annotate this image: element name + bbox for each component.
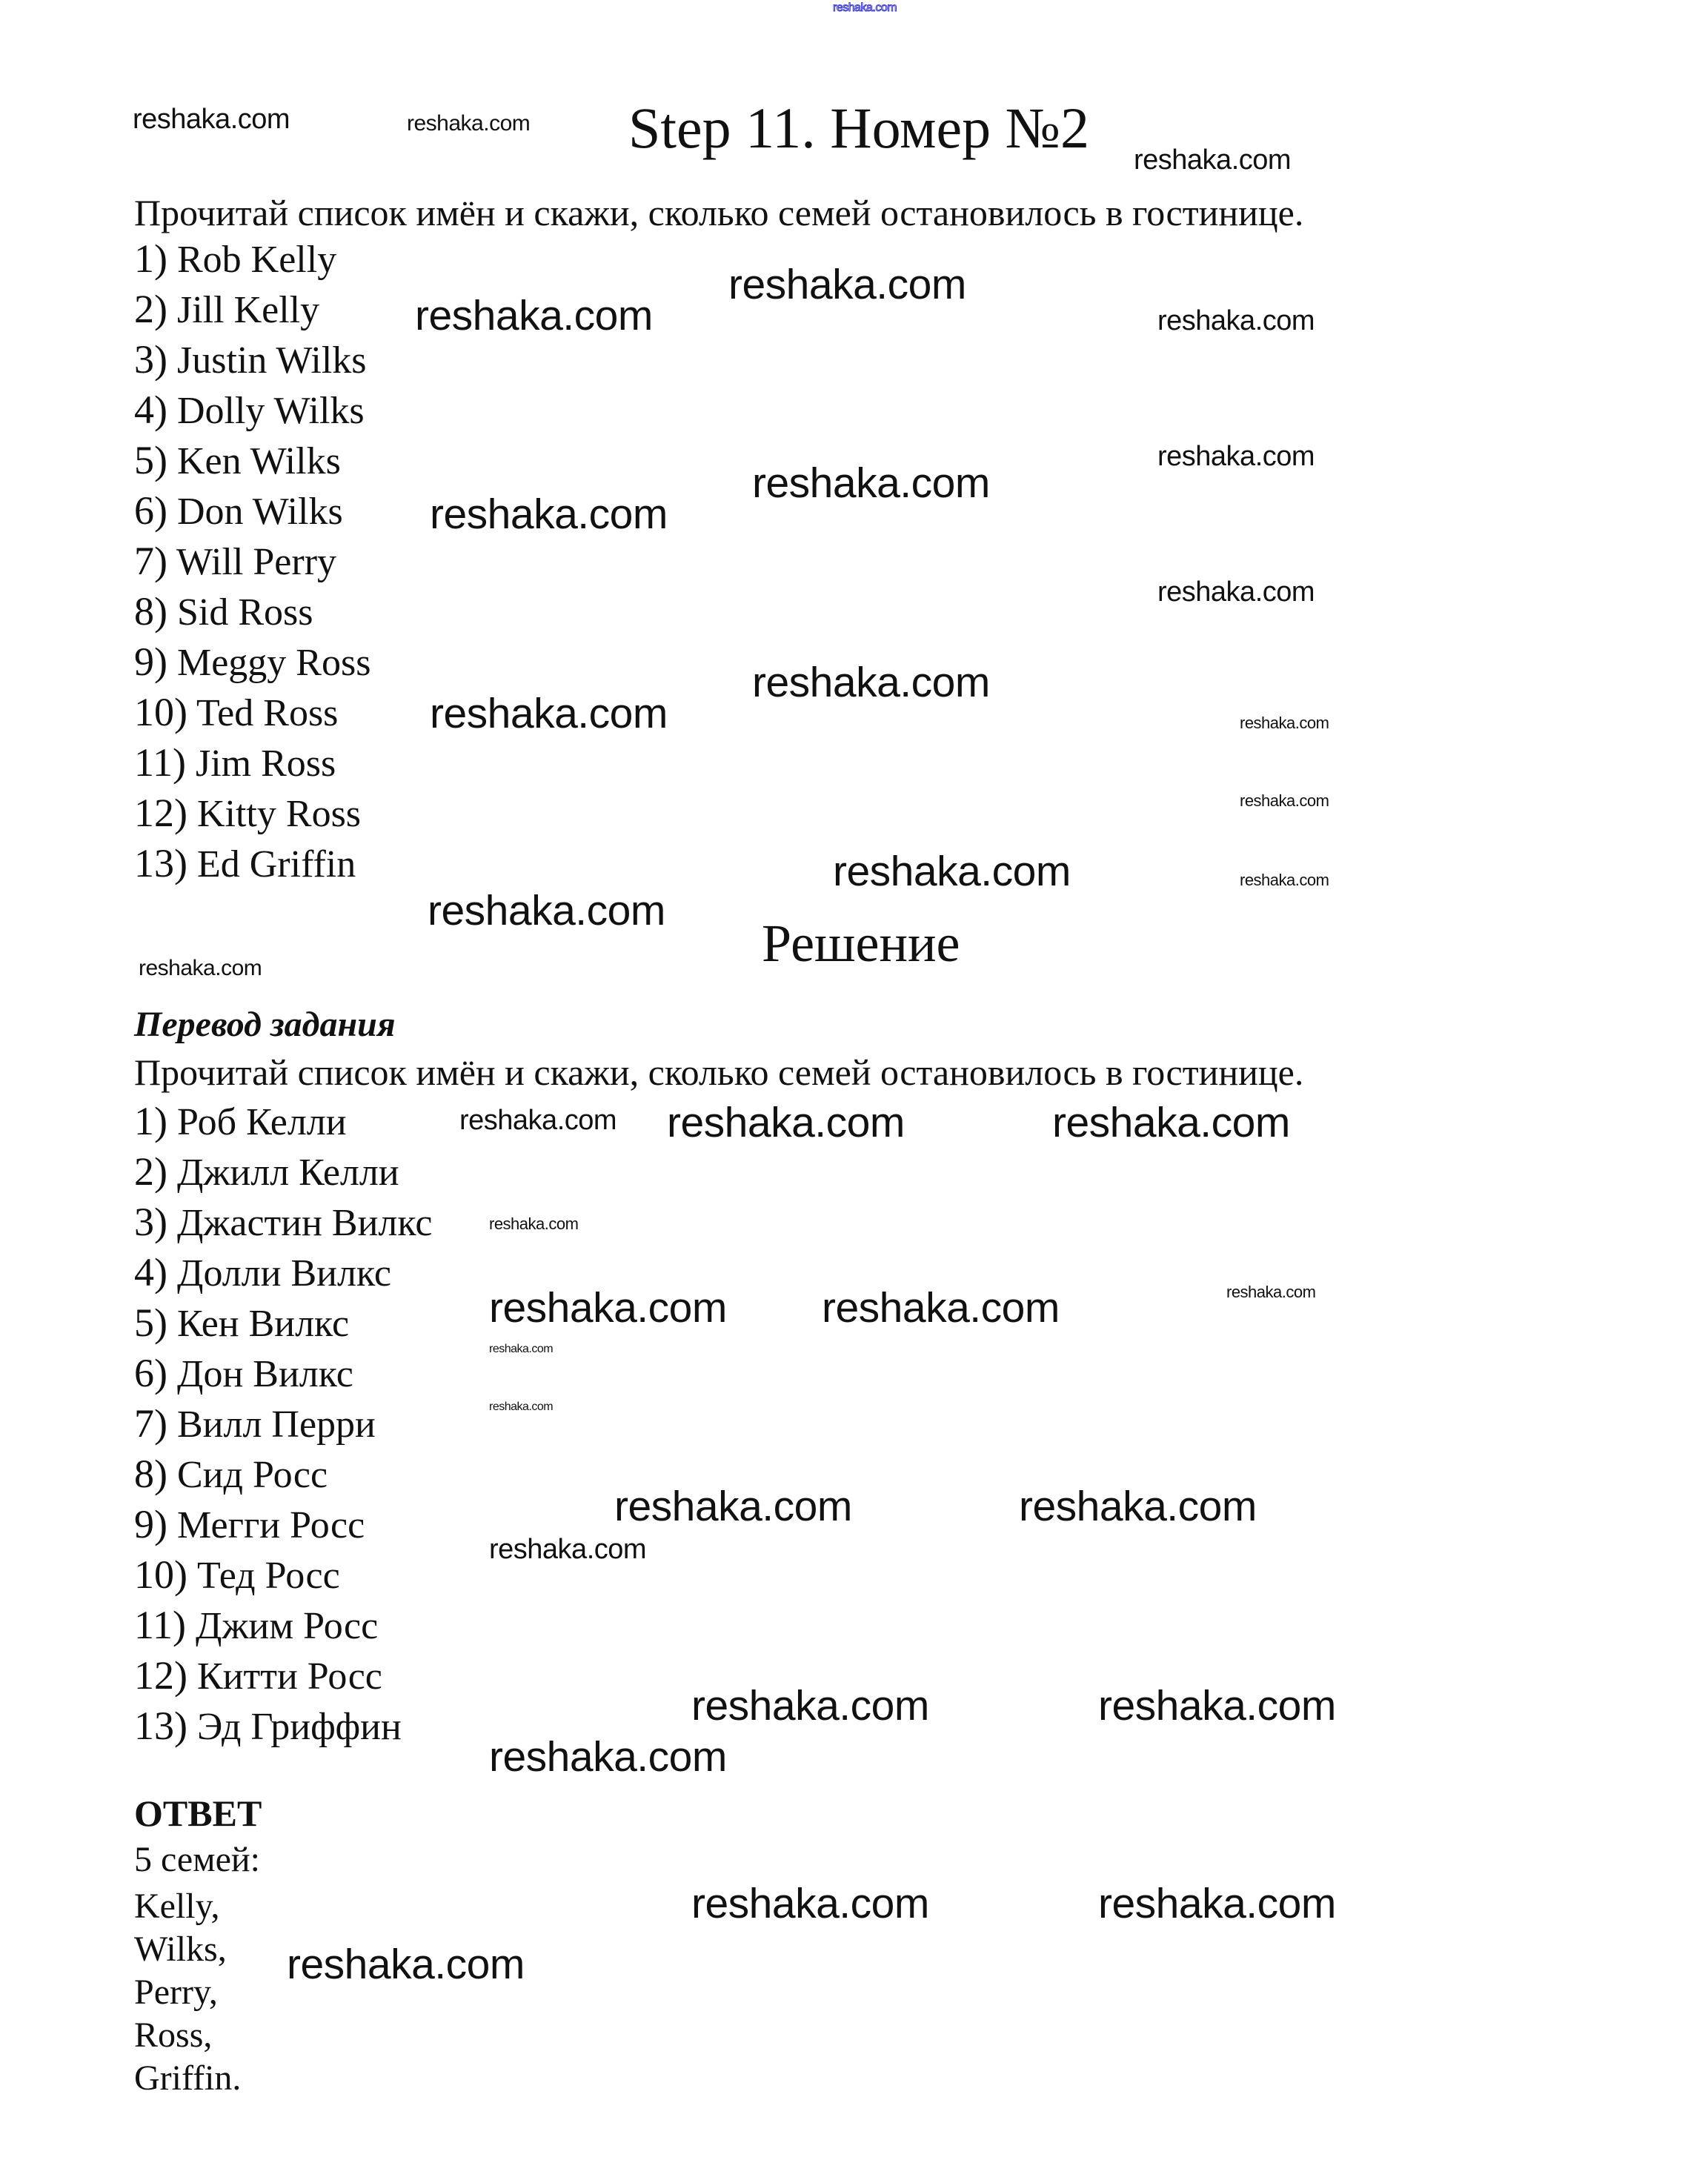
watermark-text: reshaka.com xyxy=(489,1343,554,1355)
item-name: Ken Wilks xyxy=(176,440,341,482)
watermark-text: reshaka.com xyxy=(1240,791,1329,810)
item-name: Jim Ross xyxy=(195,742,336,785)
answer-line: Wilks, xyxy=(134,1930,227,1969)
list-item xyxy=(134,588,313,634)
item-name: Sid Ross xyxy=(176,591,313,634)
watermark-text: reshaka.com xyxy=(430,491,668,538)
item-number: 10) xyxy=(134,1552,187,1597)
item-number: 8) xyxy=(134,1452,167,1496)
watermark-text: reshaka.com xyxy=(1134,144,1292,176)
item-name: Дон Вилкс xyxy=(176,1353,353,1395)
watermark-text: reshaka.com xyxy=(1240,871,1329,889)
watermark-text: reshaka.com xyxy=(139,956,262,980)
item-name: Роб Келли xyxy=(176,1101,347,1143)
item-name: Justin Wilks xyxy=(176,339,367,382)
watermark-text: reshaka.com xyxy=(1019,1483,1257,1530)
answer-line: Kelly, xyxy=(134,1887,220,1926)
watermark-text: reshaka.com xyxy=(614,1483,852,1530)
list-item xyxy=(134,1350,353,1396)
answer-line: Ross, xyxy=(134,2015,213,2055)
item-number: 6) xyxy=(134,488,167,533)
item-name: Will Perry xyxy=(176,541,337,583)
item-name: Ted Ross xyxy=(196,692,339,734)
watermark-text: reshaka.com xyxy=(822,1284,1060,1332)
watermark-text: reshaka.com xyxy=(489,1400,554,1413)
list-item xyxy=(134,1098,347,1144)
item-number: 6) xyxy=(134,1351,167,1395)
watermark-text: reshaka.com xyxy=(1226,1283,1316,1301)
watermark-text: reshaka.com xyxy=(833,1,897,14)
item-number: 12) xyxy=(134,791,187,835)
answer-heading: ОТВЕТ xyxy=(134,1792,262,1834)
item-number: 7) xyxy=(134,539,167,583)
list-item xyxy=(134,1400,376,1446)
watermark-text: reshaka.com xyxy=(133,104,290,135)
item-name: Джастин Вилкс xyxy=(176,1202,433,1244)
list-item xyxy=(134,1652,382,1698)
list-item xyxy=(134,387,365,433)
watermark-text: reshaka.com xyxy=(407,111,531,136)
list-item xyxy=(134,1199,432,1245)
list-item xyxy=(134,538,336,584)
item-number: 4) xyxy=(134,1250,167,1295)
item-name: Мегги Росс xyxy=(176,1504,365,1546)
item-name: Don Wilks xyxy=(176,491,343,533)
watermark-text: reshaka.com xyxy=(1098,1682,1336,1729)
page-title: Step 11. Номер №2 xyxy=(628,96,1090,160)
item-name: Meggy Ross xyxy=(176,642,371,684)
watermark-text: reshaka.com xyxy=(489,1534,647,1565)
watermark-text: reshaka.com xyxy=(1157,441,1315,472)
list-item xyxy=(134,790,361,836)
list-item xyxy=(134,1300,349,1346)
list-item xyxy=(134,1249,391,1295)
item-number: 4) xyxy=(134,388,167,432)
item-number: 3) xyxy=(134,1200,167,1244)
item-number: 11) xyxy=(134,1603,186,1647)
watermark-text: reshaka.com xyxy=(1240,714,1329,732)
item-name: Rob Kelly xyxy=(176,239,337,281)
item-number: 7) xyxy=(134,1401,167,1446)
item-number: 5) xyxy=(134,438,167,482)
watermark-text: reshaka.com xyxy=(691,1880,929,1927)
watermark-text: reshaka.com xyxy=(1098,1880,1336,1927)
list-item xyxy=(134,840,356,886)
item-name: Dolly Wilks xyxy=(176,390,365,432)
list-item xyxy=(134,336,367,382)
item-number: 8) xyxy=(134,589,167,634)
item-number: 13) xyxy=(134,841,187,885)
item-name: Тед Росс xyxy=(196,1555,340,1597)
item-number: 2) xyxy=(134,287,167,331)
list-item xyxy=(134,1149,399,1194)
item-name: Эд Гриффин xyxy=(196,1706,402,1748)
watermark-text: reshaka.com xyxy=(1052,1099,1290,1146)
answer-line: Perry, xyxy=(134,1973,218,2012)
list-item xyxy=(134,639,370,685)
answer-line: Griffin. xyxy=(134,2058,242,2098)
watermark-text: reshaka.com xyxy=(459,1105,617,1136)
item-name: Джилл Келли xyxy=(176,1152,399,1194)
answer-line: 5 семей: xyxy=(134,1840,260,1879)
list-item xyxy=(134,689,338,735)
watermark-text: reshaka.com xyxy=(489,1214,579,1233)
watermark-text: reshaka.com xyxy=(428,887,665,934)
watermark-text: reshaka.com xyxy=(287,1941,525,1988)
watermark-text: reshaka.com xyxy=(728,261,966,308)
item-number: 5) xyxy=(134,1300,167,1345)
item-name: Китти Росс xyxy=(196,1655,382,1698)
item-number: 3) xyxy=(134,337,167,382)
list-item xyxy=(134,1451,328,1497)
watermark-text: reshaka.com xyxy=(1157,305,1315,336)
list-item xyxy=(134,740,336,785)
item-name: Вилл Перри xyxy=(176,1403,376,1446)
list-item xyxy=(134,1602,378,1648)
watermark-text: reshaka.com xyxy=(415,292,653,339)
item-name: Долли Вилкс xyxy=(176,1252,392,1295)
watermark-text: reshaka.com xyxy=(752,459,990,507)
item-name: Kitty Ross xyxy=(196,793,362,835)
watermark-text: reshaka.com xyxy=(752,659,990,706)
watermark-text: reshaka.com xyxy=(489,1284,727,1332)
item-number: 11) xyxy=(134,740,186,785)
watermark-text: reshaka.com xyxy=(667,1099,905,1146)
item-name: Ed Griffin xyxy=(196,843,356,885)
item-number: 2) xyxy=(134,1149,167,1194)
translation-heading: Перевод задания xyxy=(134,1005,396,1044)
list-item xyxy=(134,286,319,332)
list-item xyxy=(134,236,336,282)
task-instruction: Прочитай список имён и скажи, сколько семей остановилось в гостинице. xyxy=(134,192,1304,233)
list-item xyxy=(134,1703,402,1749)
list-item xyxy=(134,437,341,483)
item-name: Jill Kelly xyxy=(176,289,320,331)
item-number: 1) xyxy=(134,236,167,281)
watermark-text: reshaka.com xyxy=(1157,576,1315,608)
item-number: 13) xyxy=(134,1704,187,1748)
watermark-text: reshaka.com xyxy=(430,690,668,737)
watermark-text: reshaka.com xyxy=(833,848,1071,895)
item-number: 12) xyxy=(134,1653,187,1698)
list-item xyxy=(134,488,343,534)
watermark-text: reshaka.com xyxy=(691,1682,929,1729)
list-item xyxy=(134,1552,340,1598)
watermark-text: reshaka.com xyxy=(489,1733,727,1781)
item-number: 1) xyxy=(134,1099,167,1143)
item-name: Кен Вилкс xyxy=(176,1303,350,1345)
item-number: 9) xyxy=(134,639,167,684)
item-number: 9) xyxy=(134,1502,167,1546)
translation-instruction: Прочитай список имён и скажи, сколько семей остановилось в гостинице. xyxy=(134,1051,1304,1093)
item-number: 10) xyxy=(134,690,187,734)
item-name: Сид Росс xyxy=(176,1454,328,1496)
list-item xyxy=(134,1501,365,1547)
item-name: Джим Росс xyxy=(195,1605,379,1647)
solution-heading: Решение xyxy=(762,914,960,973)
